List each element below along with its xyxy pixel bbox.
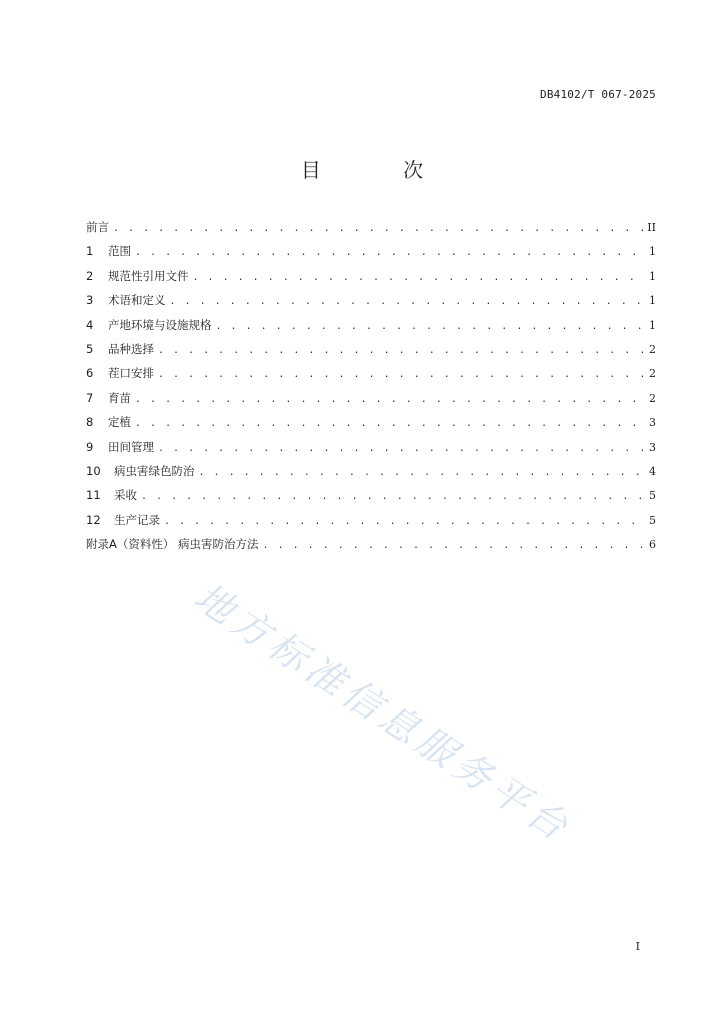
toc-entry-number: 3: [86, 293, 94, 308]
toc-entry-page: 6: [649, 538, 656, 552]
toc-entry-page: 1: [649, 318, 656, 332]
document-code: DB4102/T 067-2025: [540, 88, 656, 101]
toc-entry-label: 生产记录: [114, 512, 160, 527]
toc-entry-appendix-a[interactable]: [86, 535, 656, 559]
table-of-contents: [86, 218, 656, 559]
toc-entry-foreword[interactable]: [86, 218, 656, 242]
toc-leader-dots: [113, 220, 643, 238]
toc-entry-number: 10: [86, 463, 101, 478]
toc-leader-dots: [158, 342, 644, 360]
toc-leader-dots: [263, 537, 644, 555]
page-title: 目 次: [300, 158, 462, 182]
page-number: I: [635, 940, 640, 953]
toc-entry-page: 5: [649, 513, 656, 527]
toc-entry-page: 5: [649, 489, 656, 503]
toc-entry-label: 前言: [86, 220, 109, 234]
toc-entry-number: 6: [86, 366, 94, 381]
toc-entry-label: 术语和定义: [108, 293, 166, 308]
toc-entry-label: 定植: [108, 415, 131, 430]
toc-leader-dots: [158, 440, 644, 458]
toc-entry-harvesting[interactable]: [86, 486, 656, 510]
toc-entry-page: 1: [649, 294, 656, 308]
toc-entry-page: 2: [649, 391, 656, 405]
toc-entry-number: 1: [86, 244, 94, 259]
toc-entry-terms-definitions[interactable]: [86, 291, 656, 315]
toc-entry-field-management[interactable]: [86, 438, 656, 462]
toc-entry-page: 3: [649, 440, 656, 454]
toc-entry-label: 采收: [114, 488, 137, 503]
toc-leader-dots: [135, 391, 644, 409]
toc-leader-dots: [216, 318, 645, 336]
toc-entry-page: 2: [649, 342, 656, 356]
toc-entry-page: 3: [649, 416, 656, 430]
toc-entry-page: 4: [649, 464, 656, 478]
toc-entry-number: 7: [86, 390, 94, 405]
toc-leader-dots: [164, 513, 644, 531]
toc-entry-label: 病虫害绿色防治: [114, 463, 195, 478]
toc-entry-label: 田间管理: [108, 439, 154, 454]
toc-entry-transplanting[interactable]: [86, 413, 656, 437]
toc-entry-number: 4: [86, 317, 94, 332]
toc-entry-page: 2: [649, 367, 656, 381]
toc-entry-label: 品种选择: [108, 341, 154, 356]
toc-entry-seedling-raising[interactable]: [86, 389, 656, 413]
toc-entry-label: 附录A（资料性） 病虫害防治方法: [86, 537, 259, 552]
toc-entry-number: 9: [86, 439, 94, 454]
toc-entry-number: 5: [86, 341, 94, 356]
toc-entry-page: II: [647, 221, 656, 234]
toc-entry-label: 育苗: [108, 390, 131, 405]
toc-entry-scope[interactable]: [86, 242, 656, 266]
toc-entry-label: 茬口安排: [108, 366, 154, 381]
toc-entry-crop-arrangement[interactable]: [86, 364, 656, 388]
toc-entry-page: 1: [649, 245, 656, 259]
toc-entry-normative-references[interactable]: [86, 267, 656, 291]
toc-leader-dots: [170, 293, 645, 311]
toc-entry-page: 1: [649, 269, 656, 283]
toc-entry-number: 8: [86, 415, 94, 430]
toc-leader-dots: [158, 366, 644, 384]
toc-entry-label: 范围: [108, 244, 131, 259]
toc-entry-pest-control[interactable]: [86, 462, 656, 486]
toc-leader-dots: [141, 488, 644, 506]
toc-entry-production-records[interactable]: [86, 511, 656, 535]
toc-entry-number: 11: [86, 488, 101, 503]
toc-leader-dots: [135, 244, 644, 262]
toc-entry-environment-facilities[interactable]: [86, 316, 656, 340]
watermark: 地方标准信息服务平台: [186, 574, 580, 852]
toc-entry-label: 产地环境与设施规格: [108, 317, 212, 332]
toc-entry-number: 2: [86, 268, 94, 283]
toc-leader-dots: [193, 269, 645, 287]
toc-leader-dots: [135, 415, 644, 433]
toc-entry-variety-selection[interactable]: [86, 340, 656, 364]
toc-entry-label: 规范性引用文件: [108, 268, 189, 283]
toc-entry-number: 12: [86, 512, 101, 527]
toc-leader-dots: [199, 464, 645, 482]
